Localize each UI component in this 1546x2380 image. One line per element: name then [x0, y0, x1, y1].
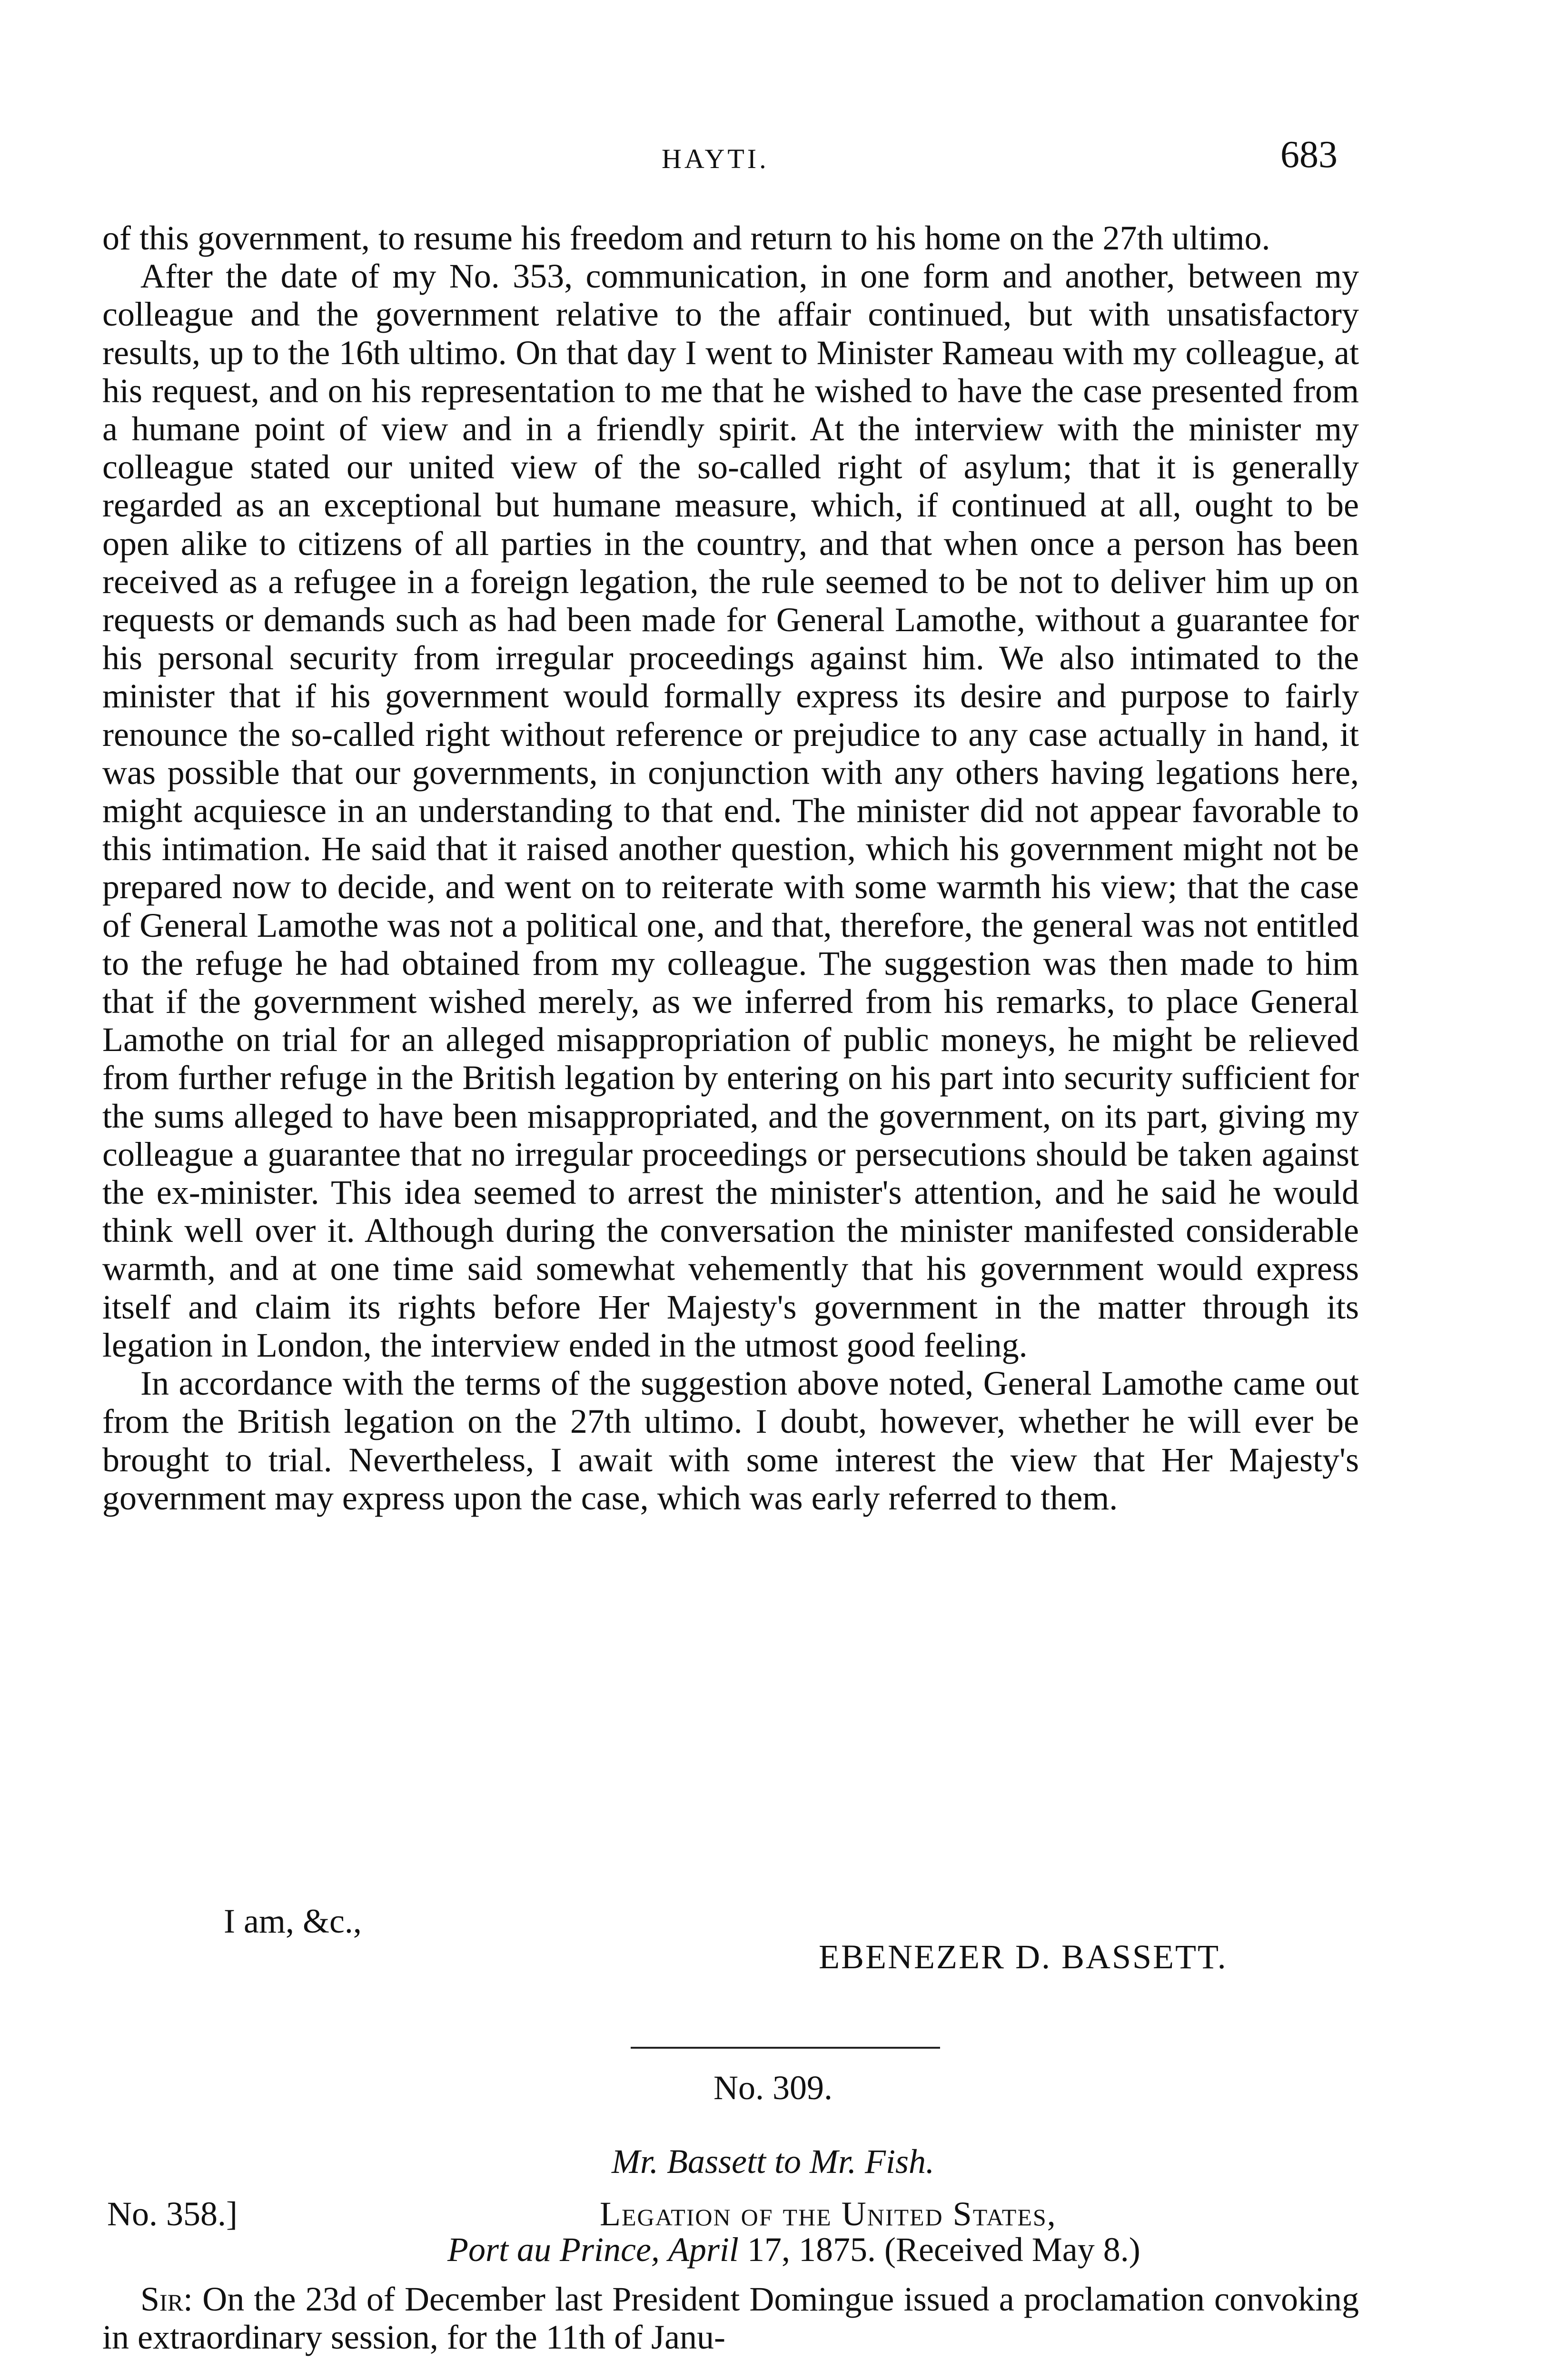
paragraph-outcome: In accordance with the terms of the suggestion above noted, General Lamothe came out from the British legation on the 27th ultimo. I doubt, however, whether he will ever be brought to trial. Nevertheless, I await with some interest the view that Her Majesty's government may express upon the case, which was early referred to them. — [102, 1364, 1359, 1517]
document-heading: Mr. Bassett to Mr. Fish. — [611, 2142, 935, 2181]
running-head — [0, 129, 1546, 181]
paragraph-interview: After the date of my No. 353, communication, in one form and another, between my colleague and the government relative to the affair continued, but with unsatisfactory results, up to the 16th ultimo. On that day I went to Minister Rameau with my colleague, at his request, and on his representation to me that he wished to have the case presented from a humane point of view and in a friendly spirit. At the interview with the minister my colleague stated our united view of the so-called right of asylum; that it is generally regarded as an exceptional but humane measure, which, if continued at all, ought to be open alike to citizens of all parties in the country, and that when once a person has been received as a refugee in a foreign legation, the rule seemed to be not to deliver him up on requests or demands such as had been made for General Lamothe, without a guarantee for his personal security from irregular proceedings against him. We also intimated to the minister that if his government would formally express its desire and purpose to fairly renounce the so-called right without reference or prejudice to any case actually in hand, it was possible that our governments, in conjunction with any others having legations here, might acquiesce in an understanding to that end. The minister did not appear favorable to this intimation. He said that it raised another question, which his government might not be prepared now to decide, and went on to reiterate with some warmth his view; that the case of General Lamothe was not a political one, and that, therefore, the general was not entitled to the refuge he had obtained from my colleague. The suggestion was then made to him that if the government wished merely, as we inferred from his remarks, to place General Lamothe on trial for an alleged misappropriation of public moneys, he might be relieved from further refuge in the British legation by entering on his part into security sufficient for the sums alleged to have been misappropriated, and the government, on its part, giving my colleague a guarantee that no irregular proceedings or persecutions should be taken against the ex-minister. This idea seemed to arrest the minister's attention, and he said he would think well over it. Although during the conversation the minister manifested considerable warmth, and at one time said somewhat vehemently that his government would express itself and claim its rights before Her Majesty's government in the matter through its legation in London, the interview ended in the utmost good feeling. — [102, 257, 1359, 1364]
dispatch-place: Port au Prince, — [447, 2231, 660, 2269]
dispatch-number: No. 358.] — [107, 2195, 238, 2233]
letter-closing — [0, 1902, 1546, 1997]
dispatch-opening-text: On the 23d of December last President Domingue issued a proclamation convoking in extraordinary session, for the 11th of Janu- — [102, 2280, 1359, 2356]
dispatch-date: 17, 1875. — [747, 2231, 876, 2269]
document-number: No. 309. — [714, 2069, 832, 2107]
dispatch-month: April — [668, 2231, 739, 2269]
closing-salutation: I am, &c., — [224, 1902, 362, 1940]
body-text — [102, 219, 1359, 1517]
section-divider — [631, 2047, 940, 2049]
dispatch-opening-paragraph — [102, 2280, 1359, 2356]
dispatch-salutation: Sir: — [140, 2280, 193, 2318]
paragraph-continuation: of this government, to resume his freedom and return to his home on the 27th ultimo. — [102, 219, 1270, 257]
page-number: 683 — [1280, 134, 1338, 176]
received-date: (Received May 8.) — [884, 2231, 1140, 2269]
signature: EBENEZER D. BASSETT. — [819, 1938, 1228, 1976]
legation-name: Legation of the United States, — [600, 2195, 1057, 2233]
running-title: HAYTI. — [662, 143, 769, 174]
place-date-line — [447, 2230, 1140, 2270]
dispatch-body — [102, 2280, 1359, 2356]
